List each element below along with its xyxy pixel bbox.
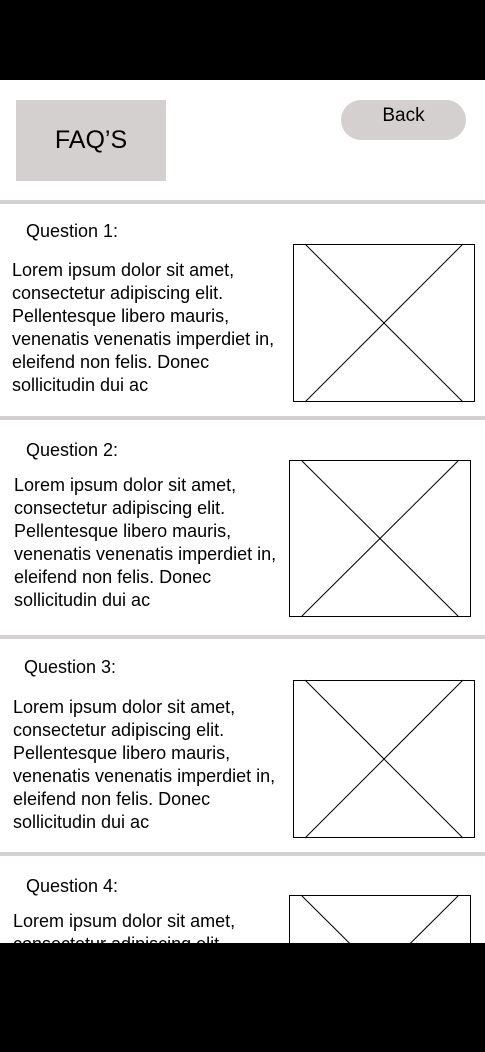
faq-question-3: Question 3:: [24, 657, 117, 677]
page-title: FAQ’S: [16, 100, 166, 181]
faq-question-4: Question 4:: [26, 876, 119, 896]
divider: [0, 200, 485, 204]
faq-answer-1: Lorem ipsum dolor sit amet, consectetur adipiscing elit. Pellentesque libero mauris, venenatis venenatis imperdiet in, eleifend non felis. Donec sollicitudin dui ac: [12, 260, 275, 395]
faq-answer-3: Lorem ipsum dolor sit amet, consectetur adipiscing elit. Pellentesque libero mauris, venenatis venenatis imperdiet in, eleifend non felis. Donec sollicitudin dui ac: [13, 697, 276, 832]
faq-answer-2: Lorem ipsum dolor sit amet, consectetur adipiscing elit. Pellentesque libero mauris, venenatis venenatis imperdiet in, eleifend non felis. Donec sollicitudin dui ac: [14, 475, 277, 610]
divider: [0, 416, 485, 420]
back-button[interactable]: Back: [341, 100, 466, 140]
faq-question-2: Question 2:: [26, 440, 119, 460]
navigation-bar: [0, 943, 485, 1024]
image-placeholder-icon: [293, 244, 475, 402]
divider: [0, 852, 485, 856]
faq-question-1: Question 1:: [26, 221, 119, 241]
faq-answer-4: Lorem ipsum dolor sit amet, sollicitudin dui ac: [13, 911, 236, 1046]
faq-screen: [0, 80, 485, 1046]
image-placeholder-icon: [293, 680, 475, 838]
image-placeholder-icon: [289, 460, 471, 617]
status-bar: [0, 0, 485, 80]
divider: [0, 635, 485, 639]
